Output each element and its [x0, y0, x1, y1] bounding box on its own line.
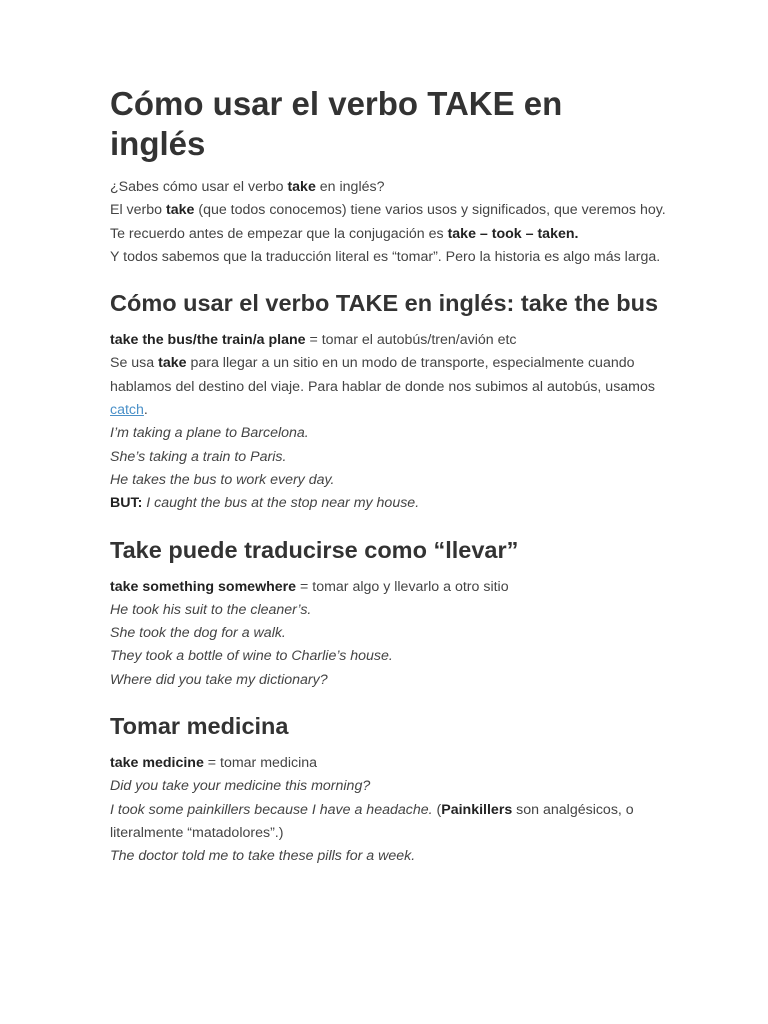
example-sentence [110, 845, 666, 868]
example-text: Where did you take my dictionary? [110, 671, 328, 688]
bold-term: take the bus/the train/a plane [110, 332, 306, 349]
intro-section [110, 176, 666, 269]
bold-term: take something somewhere [110, 578, 297, 595]
text-run: = tomar algo y llevarlo a otro sitio [296, 578, 509, 595]
bold-term: take – took – taken. [447, 225, 579, 242]
text-run: . [143, 402, 148, 419]
example-sentence [110, 775, 666, 798]
section-llevar [110, 576, 666, 692]
example-text: Did you take your medicine this morning? [110, 778, 371, 795]
text-run: = tomar medicina [203, 755, 317, 772]
example-text: I’m taking a plane to Barcelona. [110, 425, 309, 442]
example-sentence [110, 645, 666, 668]
text-run: en inglés? [315, 179, 385, 195]
catch-link[interactable]: catch [110, 402, 144, 419]
but-example [110, 492, 666, 515]
bold-term: take medicine [110, 755, 204, 772]
bold-term: take [158, 355, 187, 372]
example-sentence [110, 799, 666, 846]
text-run: ¿Sabes cómo usar el verbo [110, 179, 288, 195]
example-text: The doctor told me to take these pills for a week. [110, 848, 416, 865]
example-sentence [110, 446, 666, 469]
section-heading-llevar: Take puede traducirse como “llevar” [110, 536, 519, 563]
bold-term: take [287, 179, 316, 195]
example-text: She’s taking a train to Paris. [110, 448, 287, 465]
example-text: They took a bottle of wine to Charlie’s house. [110, 648, 393, 665]
text-run: ( [432, 801, 442, 818]
text-run: El verbo [110, 202, 166, 219]
example-sentence [110, 599, 666, 622]
section-heading-bus: Cómo usar el verbo TAKE en inglés: take the bus [110, 290, 659, 317]
text-run: (que todos conocemos) tiene varios usos y significados, que veremos hoy. Te recuerdo antes de empezar que la conjugación es [110, 202, 666, 242]
usage-paragraph [110, 352, 666, 422]
example-sentence [110, 669, 666, 692]
text-run: para llegar a un sitio en un modo de transporte, especialmente cuando hablamos del destino del viaje. Para hablar de donde nos subimos al autobús, usamos [110, 355, 655, 395]
example-sentence [110, 469, 666, 492]
bold-term: BUT: [110, 495, 143, 512]
definition [110, 329, 666, 352]
bold-term: take [166, 202, 195, 219]
example-text: He takes the bus to work every day. [110, 471, 335, 488]
intro-line-1 [110, 176, 666, 199]
page-title: Cómo usar el verbo TAKE en inglés [110, 85, 563, 162]
intro-line-3: Y todos sabemos que la traducción literal es “tomar”. Pero la historia es algo más larga. [110, 248, 661, 265]
text-run: = tomar el autobús/tren/avión etc [305, 332, 517, 349]
intro-line-2 [110, 199, 666, 246]
text-run: son analgésicos, o literalmente “matadolores”.) [110, 801, 634, 841]
example-text: I caught the bus at the stop near my house. [142, 495, 420, 512]
bold-term: Painkillers [441, 801, 513, 818]
section-heading-medicina: Tomar medicina [110, 713, 289, 740]
example-text: She took the dog for a walk. [110, 625, 286, 642]
article [110, 84, 666, 889]
example-sentence [110, 422, 666, 445]
example-text: I took some painkillers because I have a headache. [110, 801, 433, 818]
example-text: He took his suit to the cleaner’s. [110, 601, 312, 618]
text-run: Se usa [110, 355, 159, 372]
definition [110, 576, 666, 599]
section-medicina [110, 752, 666, 868]
section-bus [110, 329, 666, 515]
example-sentence [110, 622, 666, 645]
definition [110, 752, 666, 775]
